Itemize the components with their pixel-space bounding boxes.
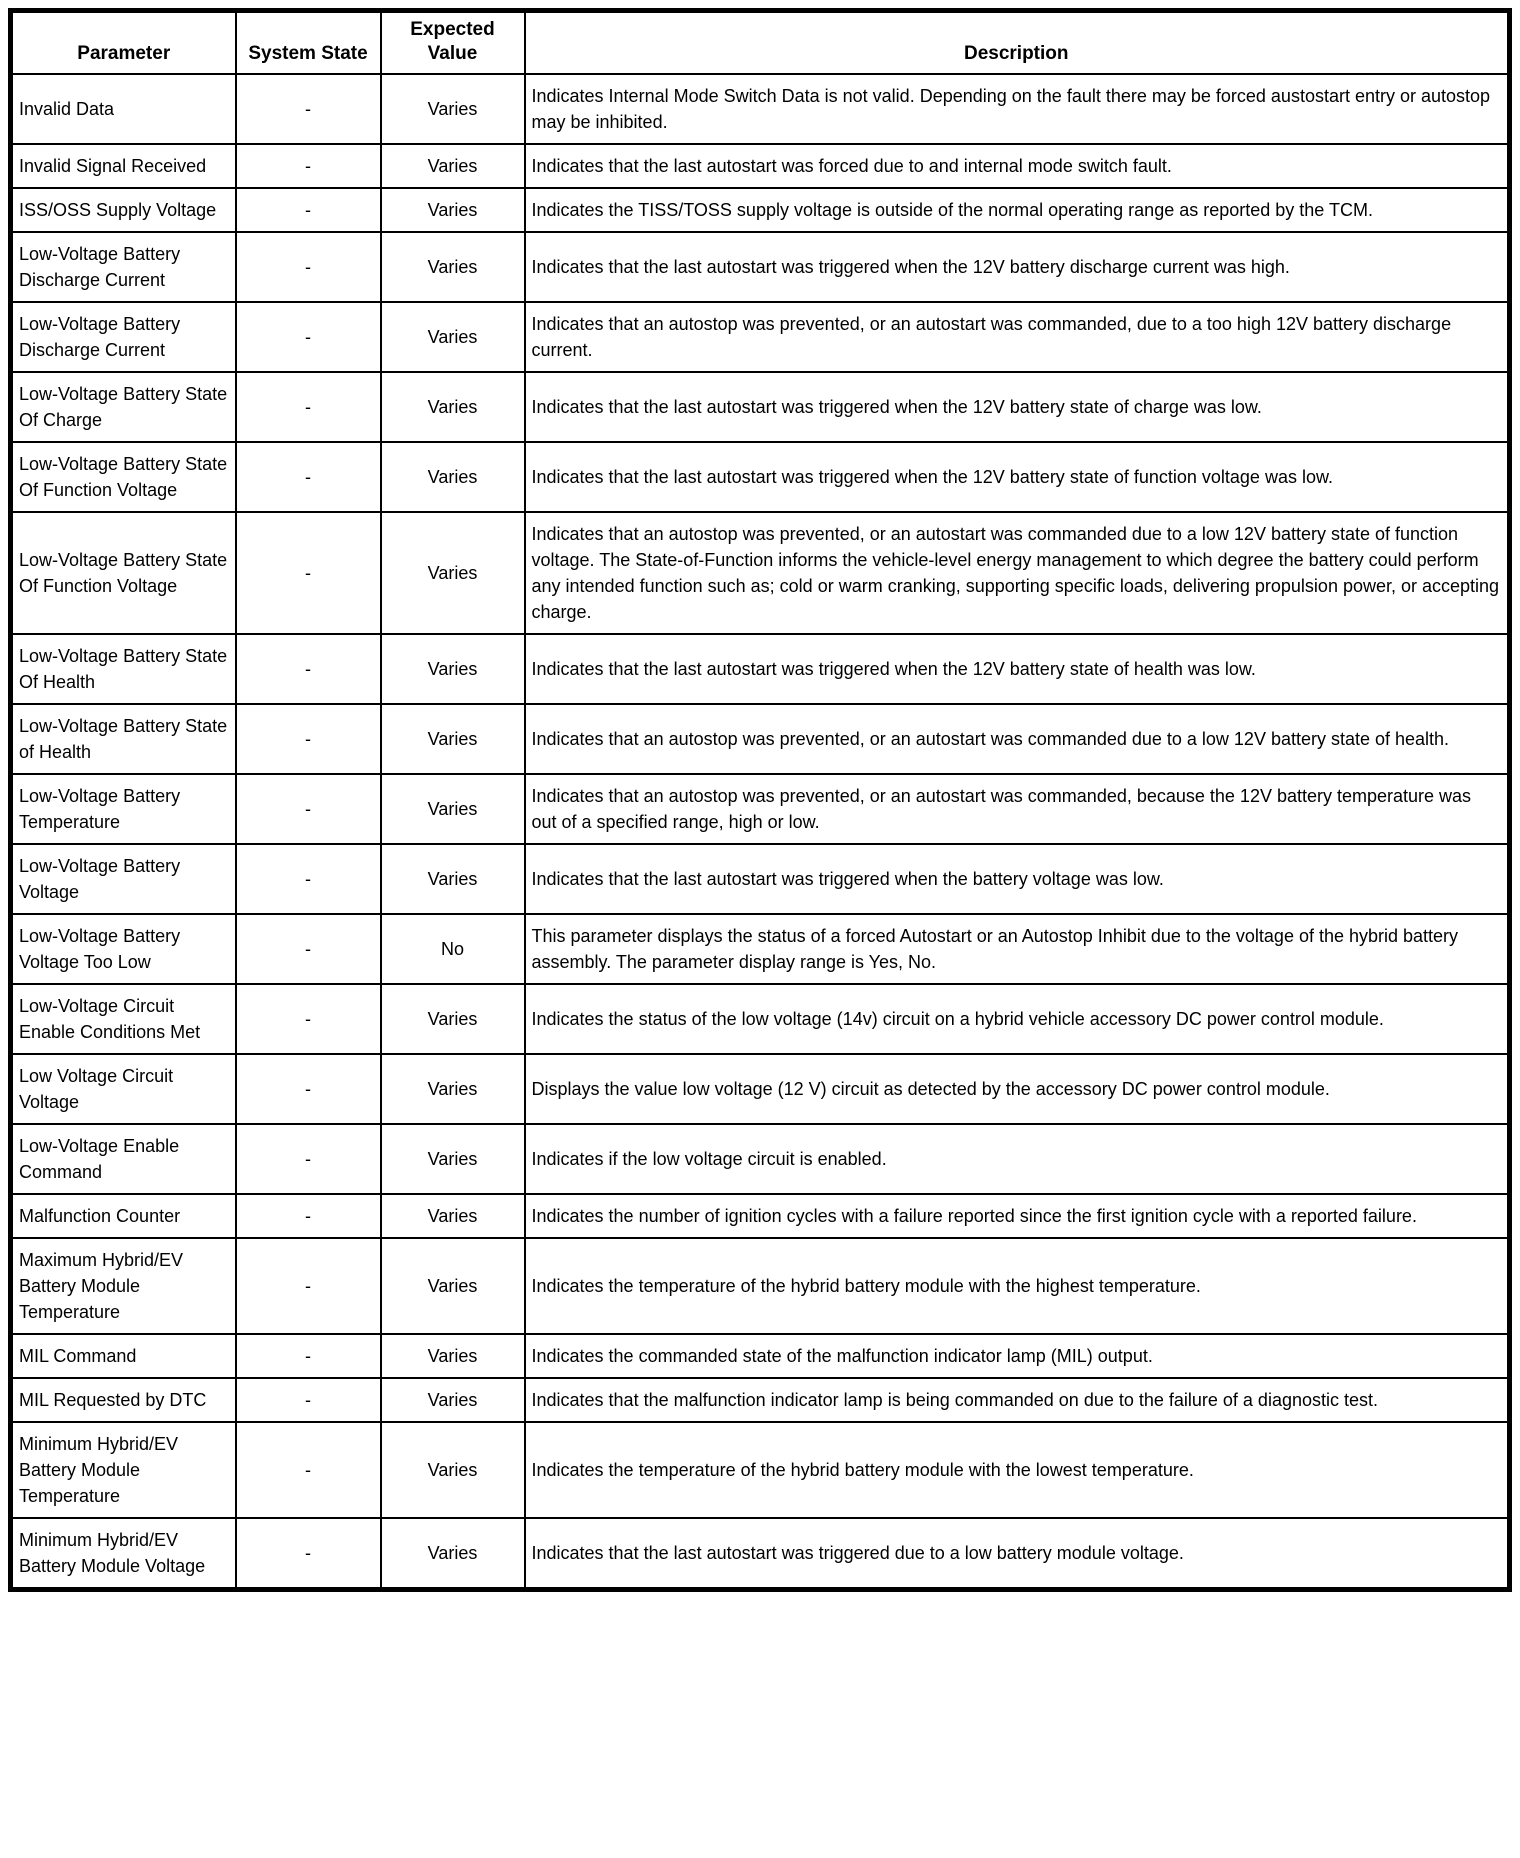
expected-value-cell: Varies <box>381 984 525 1054</box>
expected-value-cell: Varies <box>381 704 525 774</box>
system-state-cell: - <box>236 774 381 844</box>
system-state-cell: - <box>236 844 381 914</box>
table-row <box>11 74 1510 144</box>
parameter-cell: Low-Voltage Battery Temperature <box>11 774 236 844</box>
col-header-parameter: Parameter <box>11 11 236 75</box>
table-row <box>11 232 1510 302</box>
table-row <box>11 512 1510 634</box>
parameter-cell: Low-Voltage Battery State Of Function Voltage <box>11 512 236 634</box>
description-cell: Indicates the TISS/TOSS supply voltage is outside of the normal operating range as reported by the TCM. <box>525 188 1510 232</box>
header-row <box>11 11 1510 75</box>
system-state-cell: - <box>236 1124 381 1194</box>
parameter-cell: Low-Voltage Battery Discharge Current <box>11 302 236 372</box>
expected-value-cell: Varies <box>381 512 525 634</box>
table-row <box>11 1238 1510 1334</box>
parameter-cell: Low-Voltage Battery State Of Health <box>11 634 236 704</box>
description-cell: Indicates that an autostop was prevented, or an autostart was commanded due to a low 12V battery state of health. <box>525 704 1510 774</box>
description-cell: Indicates the temperature of the hybrid battery module with the lowest temperature. <box>525 1422 1510 1518</box>
parameter-cell: Low Voltage Circuit Voltage <box>11 1054 236 1124</box>
table-row <box>11 1194 1510 1238</box>
parameter-cell: Minimum Hybrid/EV Battery Module Temperature <box>11 1422 236 1518</box>
system-state-cell: - <box>236 1238 381 1334</box>
expected-value-cell: Varies <box>381 1238 525 1334</box>
parameter-cell: Invalid Data <box>11 74 236 144</box>
description-cell: Displays the value low voltage (12 V) circuit as detected by the accessory DC power control module. <box>525 1054 1510 1124</box>
system-state-cell: - <box>236 1054 381 1124</box>
system-state-cell: - <box>236 144 381 188</box>
table-row <box>11 1124 1510 1194</box>
description-cell: Indicates that an autostop was prevented, or an autostart was commanded due to a low 12V battery state of function voltage. The State-of-Function informs the vehicle-level energy management to which degree the battery could perform any intended function such as; cold or warm cranking, supporting specific loads, delivering propulsion power, or accepting charge. <box>525 512 1510 634</box>
description-cell: This parameter displays the status of a forced Autostart or an Autostop Inhibit due to the voltage of the hybrid battery assembly. The parameter display range is Yes, No. <box>525 914 1510 984</box>
parameter-cell: Invalid Signal Received <box>11 144 236 188</box>
parameter-cell: Malfunction Counter <box>11 1194 236 1238</box>
col-header-expected-value: Expected Value <box>381 11 525 75</box>
table-row <box>11 1334 1510 1378</box>
expected-value-cell: Varies <box>381 774 525 844</box>
parameter-cell: Maximum Hybrid/EV Battery Module Temperature <box>11 1238 236 1334</box>
col-header-system-state: System State <box>236 11 381 75</box>
expected-value-cell: Varies <box>381 844 525 914</box>
table-row <box>11 844 1510 914</box>
description-cell: Indicates that the last autostart was triggered when the 12V battery state of health was low. <box>525 634 1510 704</box>
description-cell: Indicates that the last autostart was triggered due to a low battery module voltage. <box>525 1518 1510 1590</box>
expected-value-cell: Varies <box>381 302 525 372</box>
description-cell: Indicates that an autostop was prevented, or an autostart was commanded, because the 12V battery temperature was out of a specified range, high or low. <box>525 774 1510 844</box>
expected-value-cell: Varies <box>381 1518 525 1590</box>
table-row <box>11 442 1510 512</box>
expected-value-cell: Varies <box>381 372 525 442</box>
table-row <box>11 372 1510 442</box>
description-cell: Indicates the commanded state of the malfunction indicator lamp (MIL) output. <box>525 1334 1510 1378</box>
description-cell: Indicates that the last autostart was triggered when the 12V battery state of charge was low. <box>525 372 1510 442</box>
description-cell: Indicates if the low voltage circuit is enabled. <box>525 1124 1510 1194</box>
system-state-cell: - <box>236 1422 381 1518</box>
expected-value-cell: Varies <box>381 1054 525 1124</box>
expected-value-cell: Varies <box>381 1334 525 1378</box>
system-state-cell: - <box>236 372 381 442</box>
expected-value-cell: Varies <box>381 74 525 144</box>
expected-value-cell: Varies <box>381 1378 525 1422</box>
expected-value-cell: Varies <box>381 188 525 232</box>
parameter-cell: Low-Voltage Circuit Enable Conditions Met <box>11 984 236 1054</box>
parameter-cell: Low-Voltage Battery State of Health <box>11 704 236 774</box>
expected-value-cell: Varies <box>381 144 525 188</box>
table-row <box>11 914 1510 984</box>
parameter-cell: MIL Requested by DTC <box>11 1378 236 1422</box>
description-cell: Indicates that the last autostart was forced due to and internal mode switch fault. <box>525 144 1510 188</box>
parameters-table <box>8 8 1512 1592</box>
description-cell: Indicates that the malfunction indicator lamp is being commanded on due to the failure of a diagnostic test. <box>525 1378 1510 1422</box>
expected-value-cell: Varies <box>381 1422 525 1518</box>
table-row <box>11 704 1510 774</box>
expected-value-cell: Varies <box>381 1124 525 1194</box>
parameter-cell: Minimum Hybrid/EV Battery Module Voltage <box>11 1518 236 1590</box>
system-state-cell: - <box>236 984 381 1054</box>
description-cell: Indicates the temperature of the hybrid battery module with the highest temperature. <box>525 1238 1510 1334</box>
parameter-cell: Low-Voltage Battery Voltage <box>11 844 236 914</box>
system-state-cell: - <box>236 442 381 512</box>
expected-value-cell: Varies <box>381 1194 525 1238</box>
expected-value-cell: Varies <box>381 634 525 704</box>
table-row <box>11 1422 1510 1518</box>
system-state-cell: - <box>236 1334 381 1378</box>
system-state-cell: - <box>236 634 381 704</box>
parameter-cell: Low-Voltage Battery State Of Function Voltage <box>11 442 236 512</box>
system-state-cell: - <box>236 914 381 984</box>
system-state-cell: - <box>236 1518 381 1590</box>
system-state-cell: - <box>236 1194 381 1238</box>
table-row <box>11 1054 1510 1124</box>
table-row <box>11 634 1510 704</box>
expected-value-cell: Varies <box>381 232 525 302</box>
system-state-cell: - <box>236 1378 381 1422</box>
table-row <box>11 144 1510 188</box>
table-row <box>11 1518 1510 1590</box>
parameter-cell: Low-Voltage Battery Voltage Too Low <box>11 914 236 984</box>
parameter-cell: ISS/OSS Supply Voltage <box>11 188 236 232</box>
expected-value-cell: No <box>381 914 525 984</box>
description-cell: Indicates Internal Mode Switch Data is not valid. Depending on the fault there may be forced austostart entry or autostop may be inhibited. <box>525 74 1510 144</box>
table-row <box>11 188 1510 232</box>
description-cell: Indicates that the last autostart was triggered when the 12V battery discharge current was high. <box>525 232 1510 302</box>
table-row <box>11 774 1510 844</box>
description-cell: Indicates that the last autostart was triggered when the battery voltage was low. <box>525 844 1510 914</box>
table-row <box>11 1378 1510 1422</box>
parameter-cell: Low-Voltage Enable Command <box>11 1124 236 1194</box>
parameter-cell: Low-Voltage Battery Discharge Current <box>11 232 236 302</box>
description-cell: Indicates the status of the low voltage (14v) circuit on a hybrid vehicle accessory DC power control module. <box>525 984 1510 1054</box>
description-cell: Indicates that an autostop was prevented, or an autostart was commanded, due to a too high 12V battery discharge current. <box>525 302 1510 372</box>
description-cell: Indicates that the last autostart was triggered when the 12V battery state of function voltage was low. <box>525 442 1510 512</box>
parameter-cell: Low-Voltage Battery State Of Charge <box>11 372 236 442</box>
system-state-cell: - <box>236 232 381 302</box>
system-state-cell: - <box>236 302 381 372</box>
system-state-cell: - <box>236 74 381 144</box>
description-cell: Indicates the number of ignition cycles with a failure reported since the first ignition cycle with a reported failure. <box>525 1194 1510 1238</box>
system-state-cell: - <box>236 512 381 634</box>
table-body <box>11 74 1510 1590</box>
expected-value-cell: Varies <box>381 442 525 512</box>
table-row <box>11 302 1510 372</box>
col-header-description: Description <box>525 11 1510 75</box>
table-row <box>11 984 1510 1054</box>
parameter-cell: MIL Command <box>11 1334 236 1378</box>
system-state-cell: - <box>236 704 381 774</box>
system-state-cell: - <box>236 188 381 232</box>
